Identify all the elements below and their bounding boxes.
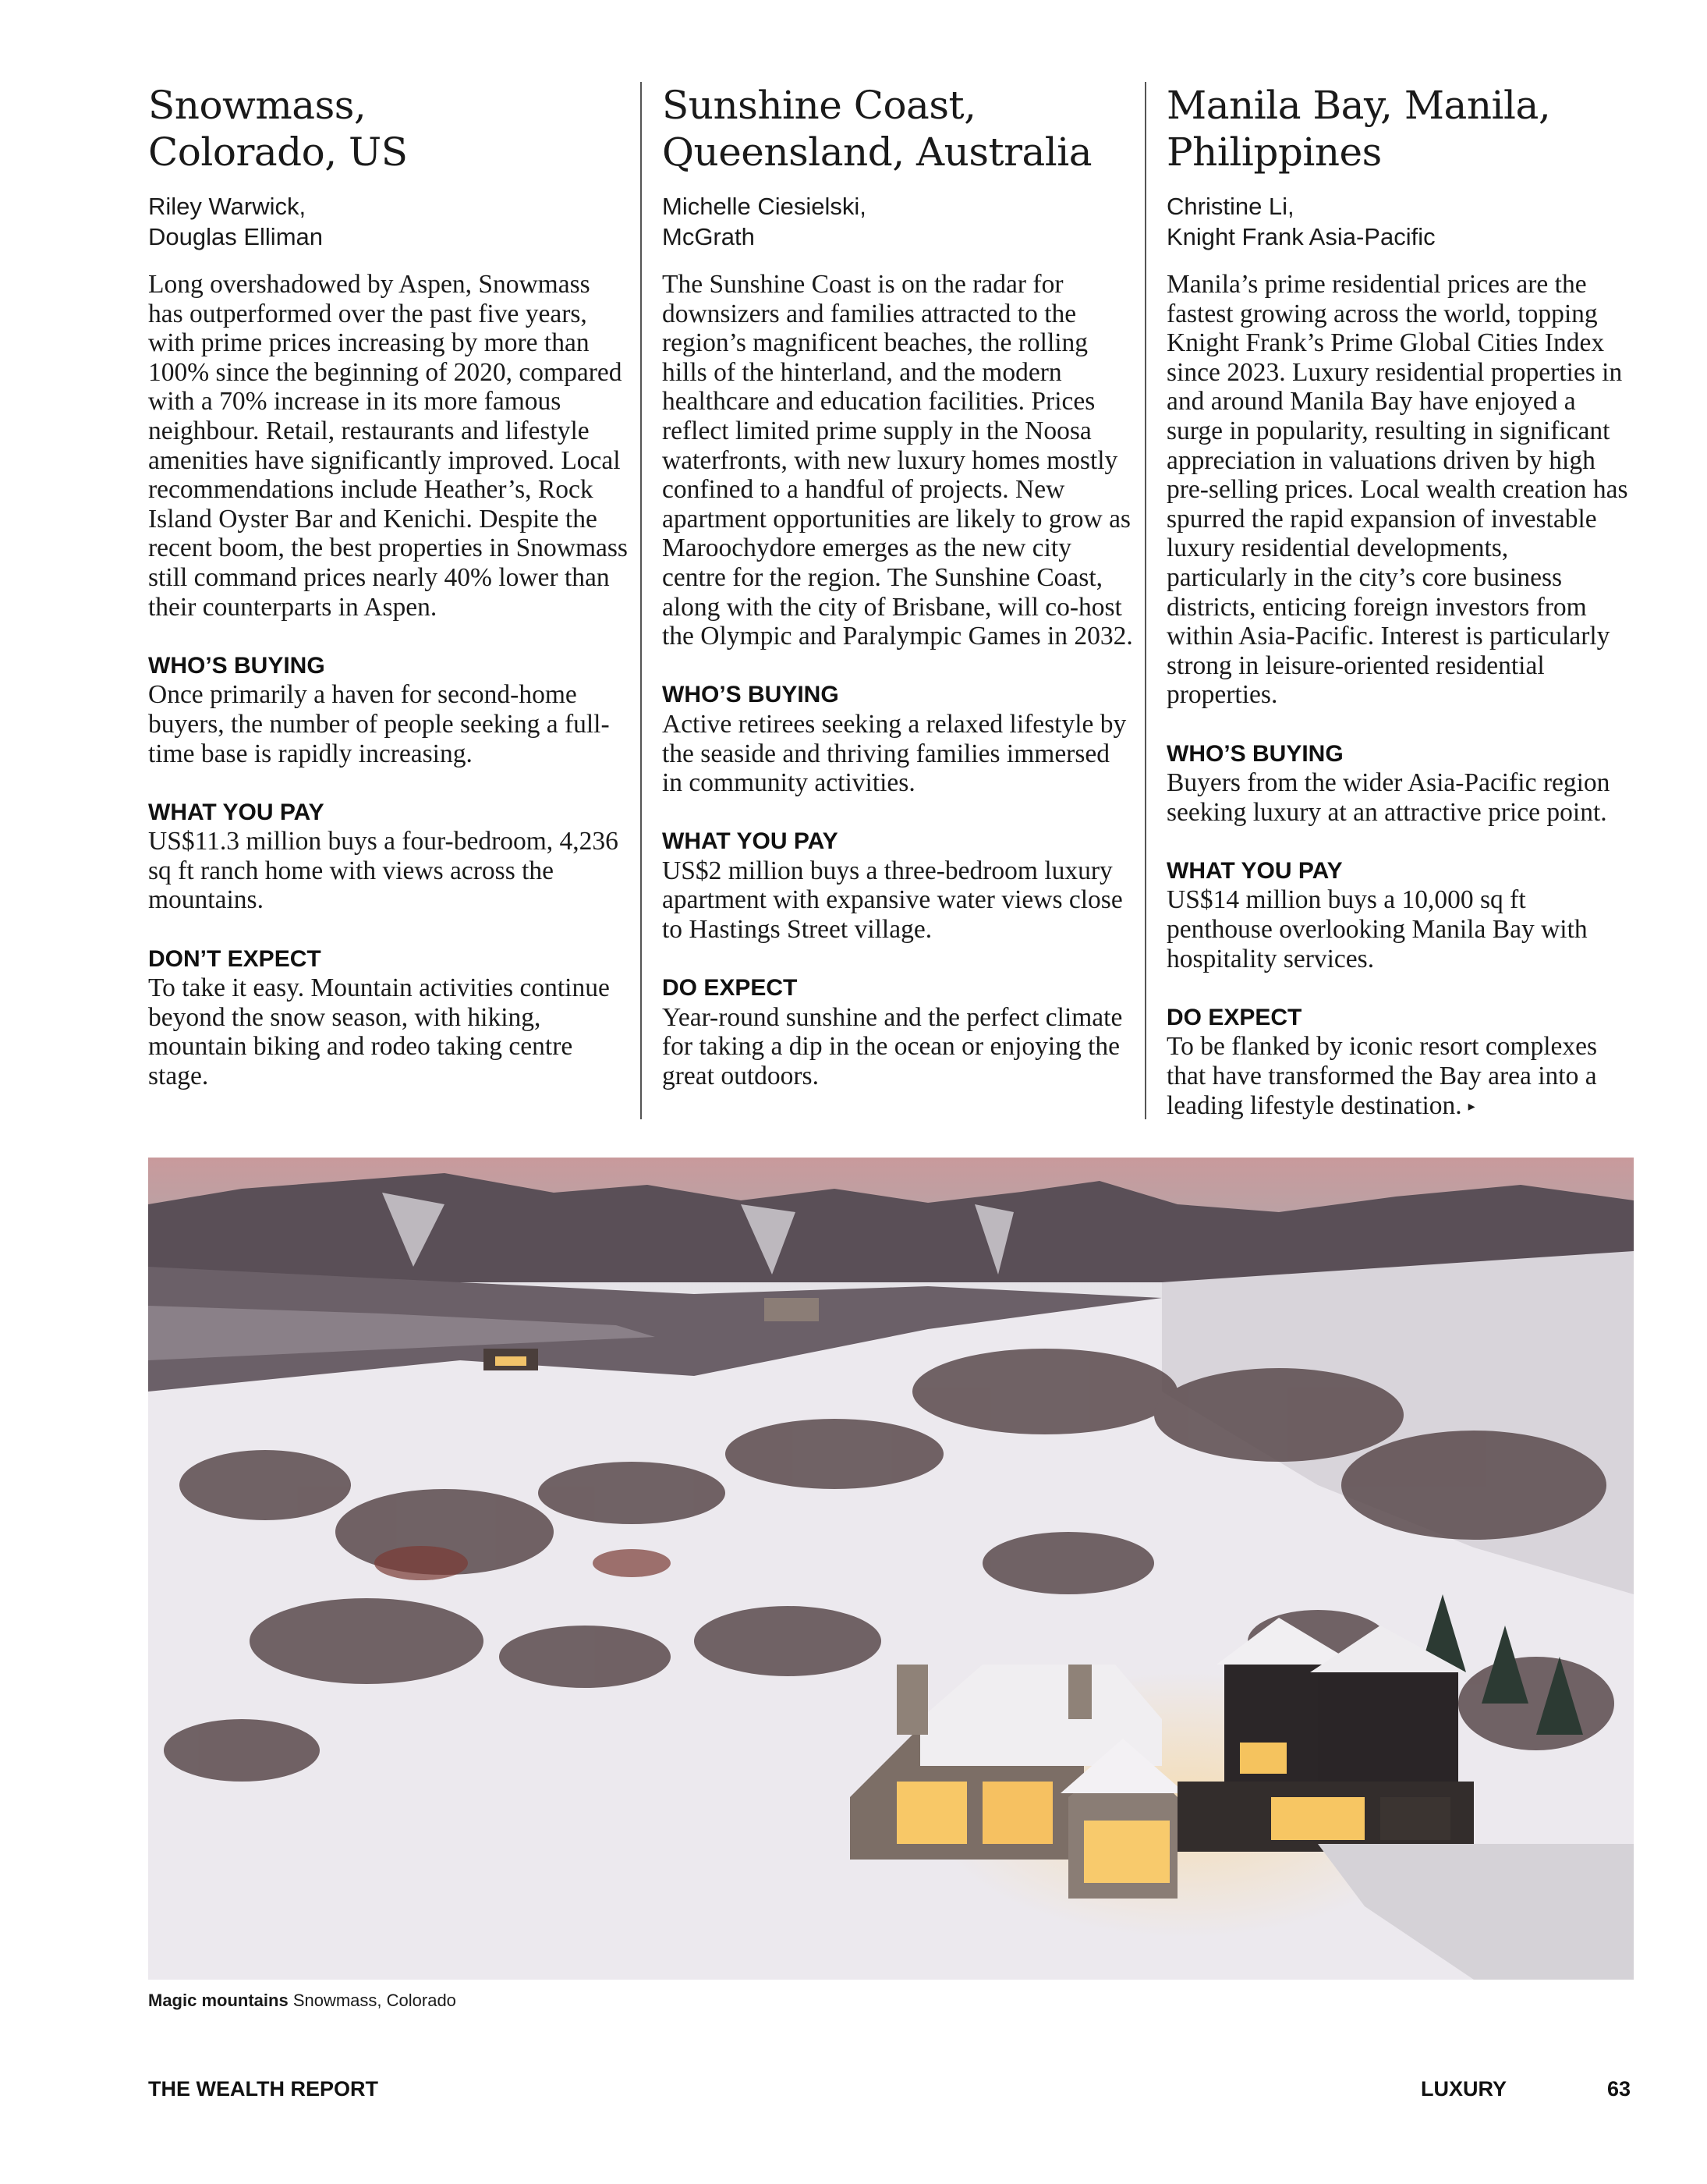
section-heading: WHAT YOU PAY (148, 799, 324, 825)
section-text: US$2 million buys a three-bedroom luxury apartment with expansive water views close to Hastings Street village. (662, 856, 1123, 945)
title-line-2: Queensland, Australia (662, 129, 1093, 175)
title-line-1: Manila Bay, Manila, (1167, 83, 1551, 128)
location-title (662, 82, 1134, 176)
section-heading: WHAT YOU PAY (662, 828, 838, 855)
section-text: To take it easy. Mountain activities continue beyond the snow season, with hiking, mountain biking and rodeo taking centre stage. (148, 973, 610, 1091)
section-text (1167, 1032, 1633, 1121)
author-name: Riley Warwick, (148, 193, 306, 220)
author-company: McGrath (662, 223, 755, 250)
section-heading: DON’T EXPECT (148, 945, 321, 972)
section-text: Year-round sunshine and the perfect climate for taking a dip in the ocean or enjoying the great outdoors. (662, 1002, 1123, 1091)
column-snowmass (148, 82, 640, 1119)
author-credit (662, 191, 1134, 252)
author-company: Douglas Elliman (148, 223, 323, 250)
title-line-1: Snowmass, (148, 83, 367, 128)
section-name: LUXURY (1421, 2077, 1507, 2101)
photo-caption (148, 1991, 456, 2011)
section-heading: WHO’S BUYING (148, 652, 325, 679)
author-credit (1167, 191, 1633, 252)
title-line-2: Colorado, US (148, 129, 408, 175)
section-text: Once primarily a haven for second-home buyers, the number of people seeking a full-time base is rapidly increasing. (148, 680, 610, 768)
snowmass-house-photo (148, 1158, 1634, 1980)
section-heading: DO EXPECT (1167, 1004, 1302, 1030)
section-heading: WHO’S BUYING (1167, 740, 1344, 767)
caption-title: Magic mountains (148, 1991, 289, 2010)
title-line-2: Philippines (1167, 129, 1382, 175)
location-title (148, 82, 629, 176)
section-text-content: To be flanked by iconic resort complexes that have transformed the Bay area into a leading lifestyle destination. (1167, 1032, 1598, 1120)
section-heading: WHAT YOU PAY (1167, 857, 1343, 884)
section-text: US$14 million buys a 10,000 sq ft penthouse overlooking Manila Bay with hospitality services. (1167, 885, 1588, 973)
intro-paragraph: Long overshadowed by Aspen, Snowmass has outperformed over the past five years, with prime prices increasing by more than 100% since the beginning of 2020, compared with a 70% increase in its more famous neighbour. Retail, restaurants and lifestyle amenities have significantly improved. Local recommendations include Heather’s, Rock Island Oyster Bar and Kenichi. Despite the recent boom, the best properties in Snowmass still command prices nearly 40% lower than their counterparts in Aspen. (148, 270, 628, 622)
author-name: Christine Li, (1167, 193, 1294, 220)
caption-text: Snowmass, Colorado (292, 1991, 456, 2010)
page-number: 63 (1607, 2077, 1631, 2101)
author-name: Michelle Ciesielski, (662, 193, 866, 220)
section-text: Buyers from the wider Asia-Pacific region seeking luxury at an attractive price point. (1167, 768, 1610, 827)
continue-arrow-icon: ▸ (1468, 1097, 1475, 1114)
title-line-1: Sunshine Coast, (662, 83, 976, 128)
location-title (1167, 82, 1633, 176)
section-text: US$11.3 million buys a four-bedroom, 4,236 sq ft ranch home with views across the mountains. (148, 827, 618, 915)
section-heading: DO EXPECT (662, 975, 798, 1002)
intro-paragraph: Manila’s prime residential prices are the fastest growing across the world, topping Knight Frank’s Prime Global Cities Index since 2023. Luxury residential properties in and around Manila Bay have enjoyed a surge in popularity, resulting in significant appreciation in valuations driven by high pre-selling prices. Local wealth creation has spurred the rapid expansion of investable luxury residential developments, particularly in the city’s core business districts, enticing foreign investors from within Asia-Pacific. Interest is particularly strong in leisure-oriented residential properties. (1167, 270, 1628, 710)
section-text: Active retirees seeking a relaxed lifestyle by the seaside and thriving families immersed in community activities. (662, 709, 1127, 798)
publication-name: THE WEALTH REPORT (148, 2077, 378, 2101)
column-manila-bay (1145, 82, 1633, 1119)
intro-paragraph: The Sunshine Coast is on the radar for downsizers and families attracted to the region’s magnificent beaches, the rolling hills of the hinterland, and the modern healthcare and education facilities. Prices reflect limited prime supply in the Noosa waterfronts, with new luxury homes mostly confined to a handful of projects. New apartment opportunities are likely to grow as Maroochydore emerges as the new city centre for the region. The Sunshine Coast, along with the city of Brisbane, will co-host the Olympic and Paralympic Games in 2032. (662, 270, 1133, 651)
section-heading: WHO’S BUYING (662, 682, 839, 708)
author-company: Knight Frank Asia-Pacific (1167, 223, 1436, 250)
article-columns (148, 82, 1633, 1119)
column-sunshine-coast (640, 82, 1145, 1119)
author-credit (148, 191, 629, 252)
